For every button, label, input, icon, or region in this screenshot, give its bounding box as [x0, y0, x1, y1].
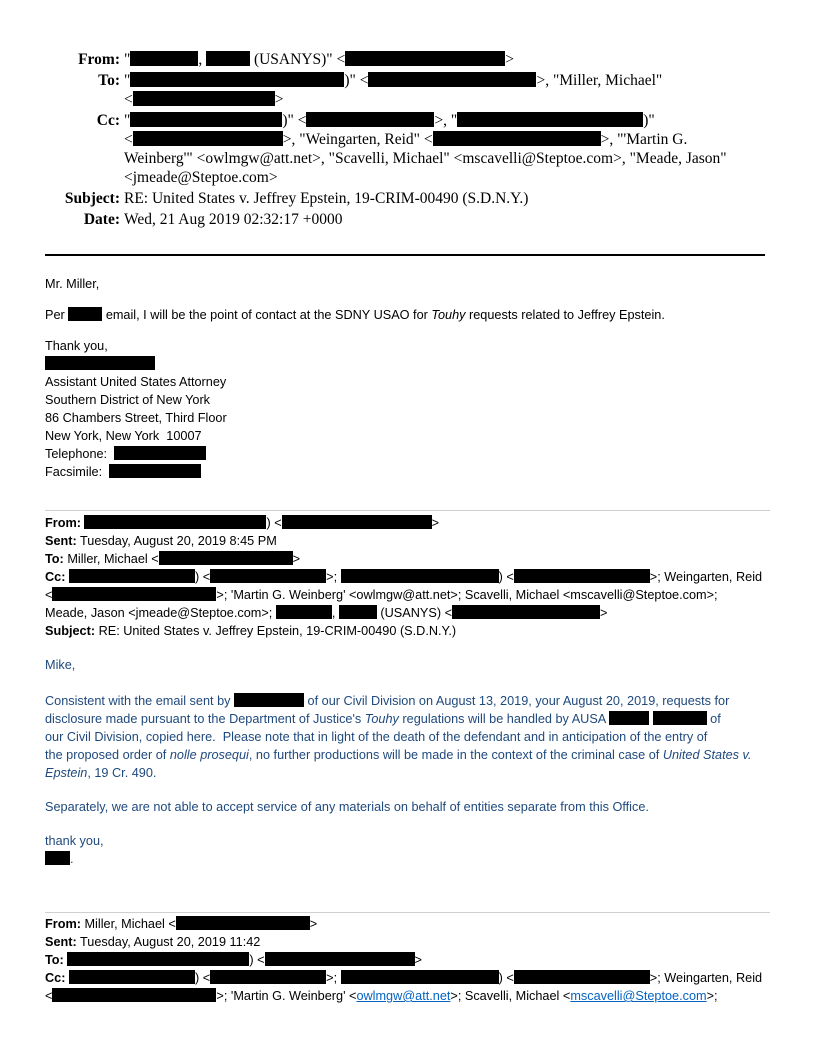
text: (USANYS) < — [380, 606, 452, 620]
redaction — [109, 464, 201, 478]
redaction — [52, 988, 216, 1002]
redaction — [159, 551, 293, 565]
text: email, I will be the point of contact at the SDNY USAO for — [105, 308, 428, 322]
email-header — [0, 50, 816, 229]
header-date: Wed, 21 Aug 2019 02:32:17 +0000 — [124, 211, 343, 228]
text-italic: Touhy — [364, 712, 399, 726]
label: From: — [45, 516, 81, 530]
header-date-row — [0, 210, 816, 229]
label: Sent: — [45, 935, 77, 949]
message-3-from: From: Miller, Michael < > — [45, 917, 318, 931]
text: disclosure made pursuant to the Department of Justice's — [45, 712, 362, 726]
text: ; 'Martin G. Weinberg' <owlmgw@att.net>; Scavelli, Michael <mscavelli@Steptoe.com>; — [223, 588, 718, 602]
header-to-row: To: " )" < >, "Miller, Michael" < > — [0, 71, 816, 109]
redaction — [69, 970, 195, 984]
text: Telephone: — [45, 447, 108, 461]
text: Meade, Jason <jmeade@Steptoe.com>; — [45, 606, 273, 620]
text: , 19 Cr. 490. — [87, 766, 157, 780]
header-cc-row: Cc: " )" < >, " )" < >, "Weingarten, Reid" < >, "'Martin G. Weinberg'" <owlmgw@att.net>, "Scavelli, Michael" <mscavelli@Steptoe.com>, "Meade, Jason" <jmeade@Steptoe.com> — [0, 111, 816, 187]
text: RE: United States v. Jeffrey Epstein, 19-CRIM-00490 (S.D.N.Y.) — [98, 624, 457, 638]
text: Tuesday, August 20, 2019 8:45 PM — [80, 534, 277, 548]
redaction — [206, 51, 250, 66]
text: Per — [45, 308, 65, 322]
signature-line: Southern District of New York — [45, 393, 211, 407]
redaction — [52, 587, 216, 601]
text: regulations will be handled by AUSA — [402, 712, 606, 726]
label: Cc: — [45, 570, 66, 584]
message-1 — [45, 275, 775, 481]
label: Sent: — [45, 534, 77, 548]
text: the proposed order of — [45, 748, 167, 762]
redaction — [653, 711, 707, 725]
text: ; Weingarten, Reid — [657, 971, 763, 985]
header-cc-label: Cc: — [96, 112, 120, 129]
text-italic: nolle prosequi — [169, 748, 249, 762]
redaction — [457, 112, 643, 127]
message-separator — [45, 912, 770, 913]
signature-line: New York, New York 10007 — [45, 429, 202, 443]
redaction — [341, 970, 499, 984]
text: ; Weingarten, Reid — [657, 570, 763, 584]
message-1-thanks: Thank you, — [45, 339, 108, 353]
redaction — [452, 605, 600, 619]
redaction — [130, 112, 282, 127]
message-2-from: From: ) < > — [45, 516, 440, 530]
redaction — [114, 446, 206, 460]
message-2-subject — [45, 622, 775, 640]
signature-facsimile — [45, 463, 775, 481]
redaction — [68, 307, 102, 321]
text: Miller, Michael < — [67, 552, 159, 566]
redaction — [609, 711, 649, 725]
redaction — [341, 569, 499, 583]
message-3-cc: Cc: ) < >; ) < >; Weingarten, Reid < >; 'Martin G. Weinberg' <owlmgw@att.net>; Scavelli, Michael <mscavelli@Steptoe.com>; — [45, 971, 763, 1003]
redaction — [130, 51, 198, 66]
redaction — [45, 356, 155, 370]
redaction — [67, 952, 249, 966]
message-2-paragraph-2: Separately, we are not able to accept service of any materials on behalf of entities separate from this Office. — [45, 800, 649, 814]
text: Miller, Michael < — [84, 917, 176, 931]
redaction — [133, 131, 283, 146]
text: our Civil Division, copied here. Please note that in light of the death of the defendant and in anticipation of the entry of — [45, 730, 708, 744]
header-cc-weingarten: "Weingarten, Reid" < — [299, 131, 433, 148]
signature-line: Assistant United States Attorney — [45, 375, 227, 389]
redaction — [433, 131, 601, 146]
text: , no further productions will be made in the context of the criminal case of — [248, 748, 660, 762]
message-3-to: To: ) < > — [45, 953, 422, 967]
label: To: — [45, 552, 64, 566]
message-2-sent — [45, 532, 775, 550]
label: Subject: — [45, 624, 96, 638]
redaction — [282, 515, 432, 529]
header-subject-row — [0, 189, 816, 208]
redaction — [84, 515, 266, 529]
header-to-label: To: — [98, 72, 120, 89]
message-2-cc: Cc: ) < >; ) < >; Weingarten, Reid < >; 'Martin G. Weinberg' <owlmgw@att.net>; Scavelli, Michael <mscavelli@Steptoe.com>; Meade, Jason <jmeade@Steptoe.com>; , (USANYS) < > — [45, 570, 763, 620]
redaction — [339, 605, 377, 619]
label: To: — [45, 953, 64, 967]
message-2-greeting: Mike, — [45, 658, 76, 672]
redaction — [176, 916, 310, 930]
signature-line: 86 Chambers Street, Third Floor — [45, 411, 227, 425]
scavelli-email-link[interactable]: mscavelli@Steptoe.com — [570, 989, 707, 1003]
text: of — [710, 712, 721, 726]
redaction — [306, 112, 434, 127]
redaction — [210, 970, 326, 984]
label: From: — [45, 917, 81, 931]
header-to-miller: , "Miller, Michael" — [545, 72, 663, 89]
header-from-label: From: — [78, 51, 120, 68]
redaction — [69, 569, 195, 583]
header-from-row: From: " , (USANYS)" < > — [0, 50, 816, 69]
header-cc-weinberg-a: , "'Martin G. — [609, 131, 688, 148]
message-3 — [45, 915, 775, 1005]
header-date-label: Date: — [83, 211, 120, 228]
text: requests related to Jeffrey Epstein. — [469, 308, 665, 322]
text: >; Scavelli, Michael < — [450, 989, 571, 1003]
redaction — [368, 72, 536, 87]
header-divider — [45, 254, 765, 256]
redaction — [210, 569, 326, 583]
redaction — [265, 952, 415, 966]
signature-telephone — [45, 445, 775, 463]
text: of our Civil Division on August 13, 2019, your August 20, 2019, requests for — [307, 694, 730, 708]
header-subject: RE: United States v. Jeffrey Epstein, 19-CRIM-00490 (S.D.N.Y.) — [124, 190, 529, 207]
redaction — [514, 970, 650, 984]
header-subject-label: Subject: — [64, 190, 120, 207]
message-2-paragraph-1 — [45, 692, 775, 782]
message-2-to: To: Miller, Michael < > — [45, 552, 301, 566]
message-1-greeting: Mr. Miller, — [45, 277, 100, 291]
weinberg-email-link[interactable]: owlmgw@att.net — [356, 989, 451, 1003]
redaction — [133, 91, 275, 106]
message-3-sent — [45, 933, 775, 951]
header-cc-weinberg-b: Weinberg'" <owlmgw@att.net>, "Scavelli, Michael" <mscavelli@Steptoe.com>, "Meade, Jason" — [124, 150, 727, 167]
label: Cc: — [45, 971, 66, 985]
text: Tuesday, August 20, 2019 11:42 — [80, 935, 261, 949]
text: ; 'Martin G. Weinberg' < — [223, 989, 357, 1003]
message-separator — [45, 510, 770, 511]
redaction — [45, 851, 70, 865]
text-italic: Touhy — [431, 308, 466, 322]
header-from-text: (USANYS)" < — [253, 51, 346, 68]
message-2 — [45, 514, 775, 868]
message-2-closing: thank you, — [45, 834, 104, 848]
text: Consistent with the email sent by — [45, 694, 231, 708]
text: Facsimile: — [45, 465, 103, 479]
text-italic: United States v. Epstein — [45, 748, 752, 780]
message-1-paragraph — [45, 306, 775, 324]
redaction — [130, 72, 344, 87]
text: >; — [706, 989, 718, 1003]
redaction — [234, 693, 304, 707]
header-cc-meade-email: <jmeade@Steptoe.com> — [124, 169, 278, 186]
message-2-body — [45, 656, 775, 868]
redaction — [345, 51, 505, 66]
redaction — [276, 605, 332, 619]
message-2-signature: . — [45, 850, 775, 868]
redaction — [514, 569, 650, 583]
signature-name — [45, 355, 775, 373]
